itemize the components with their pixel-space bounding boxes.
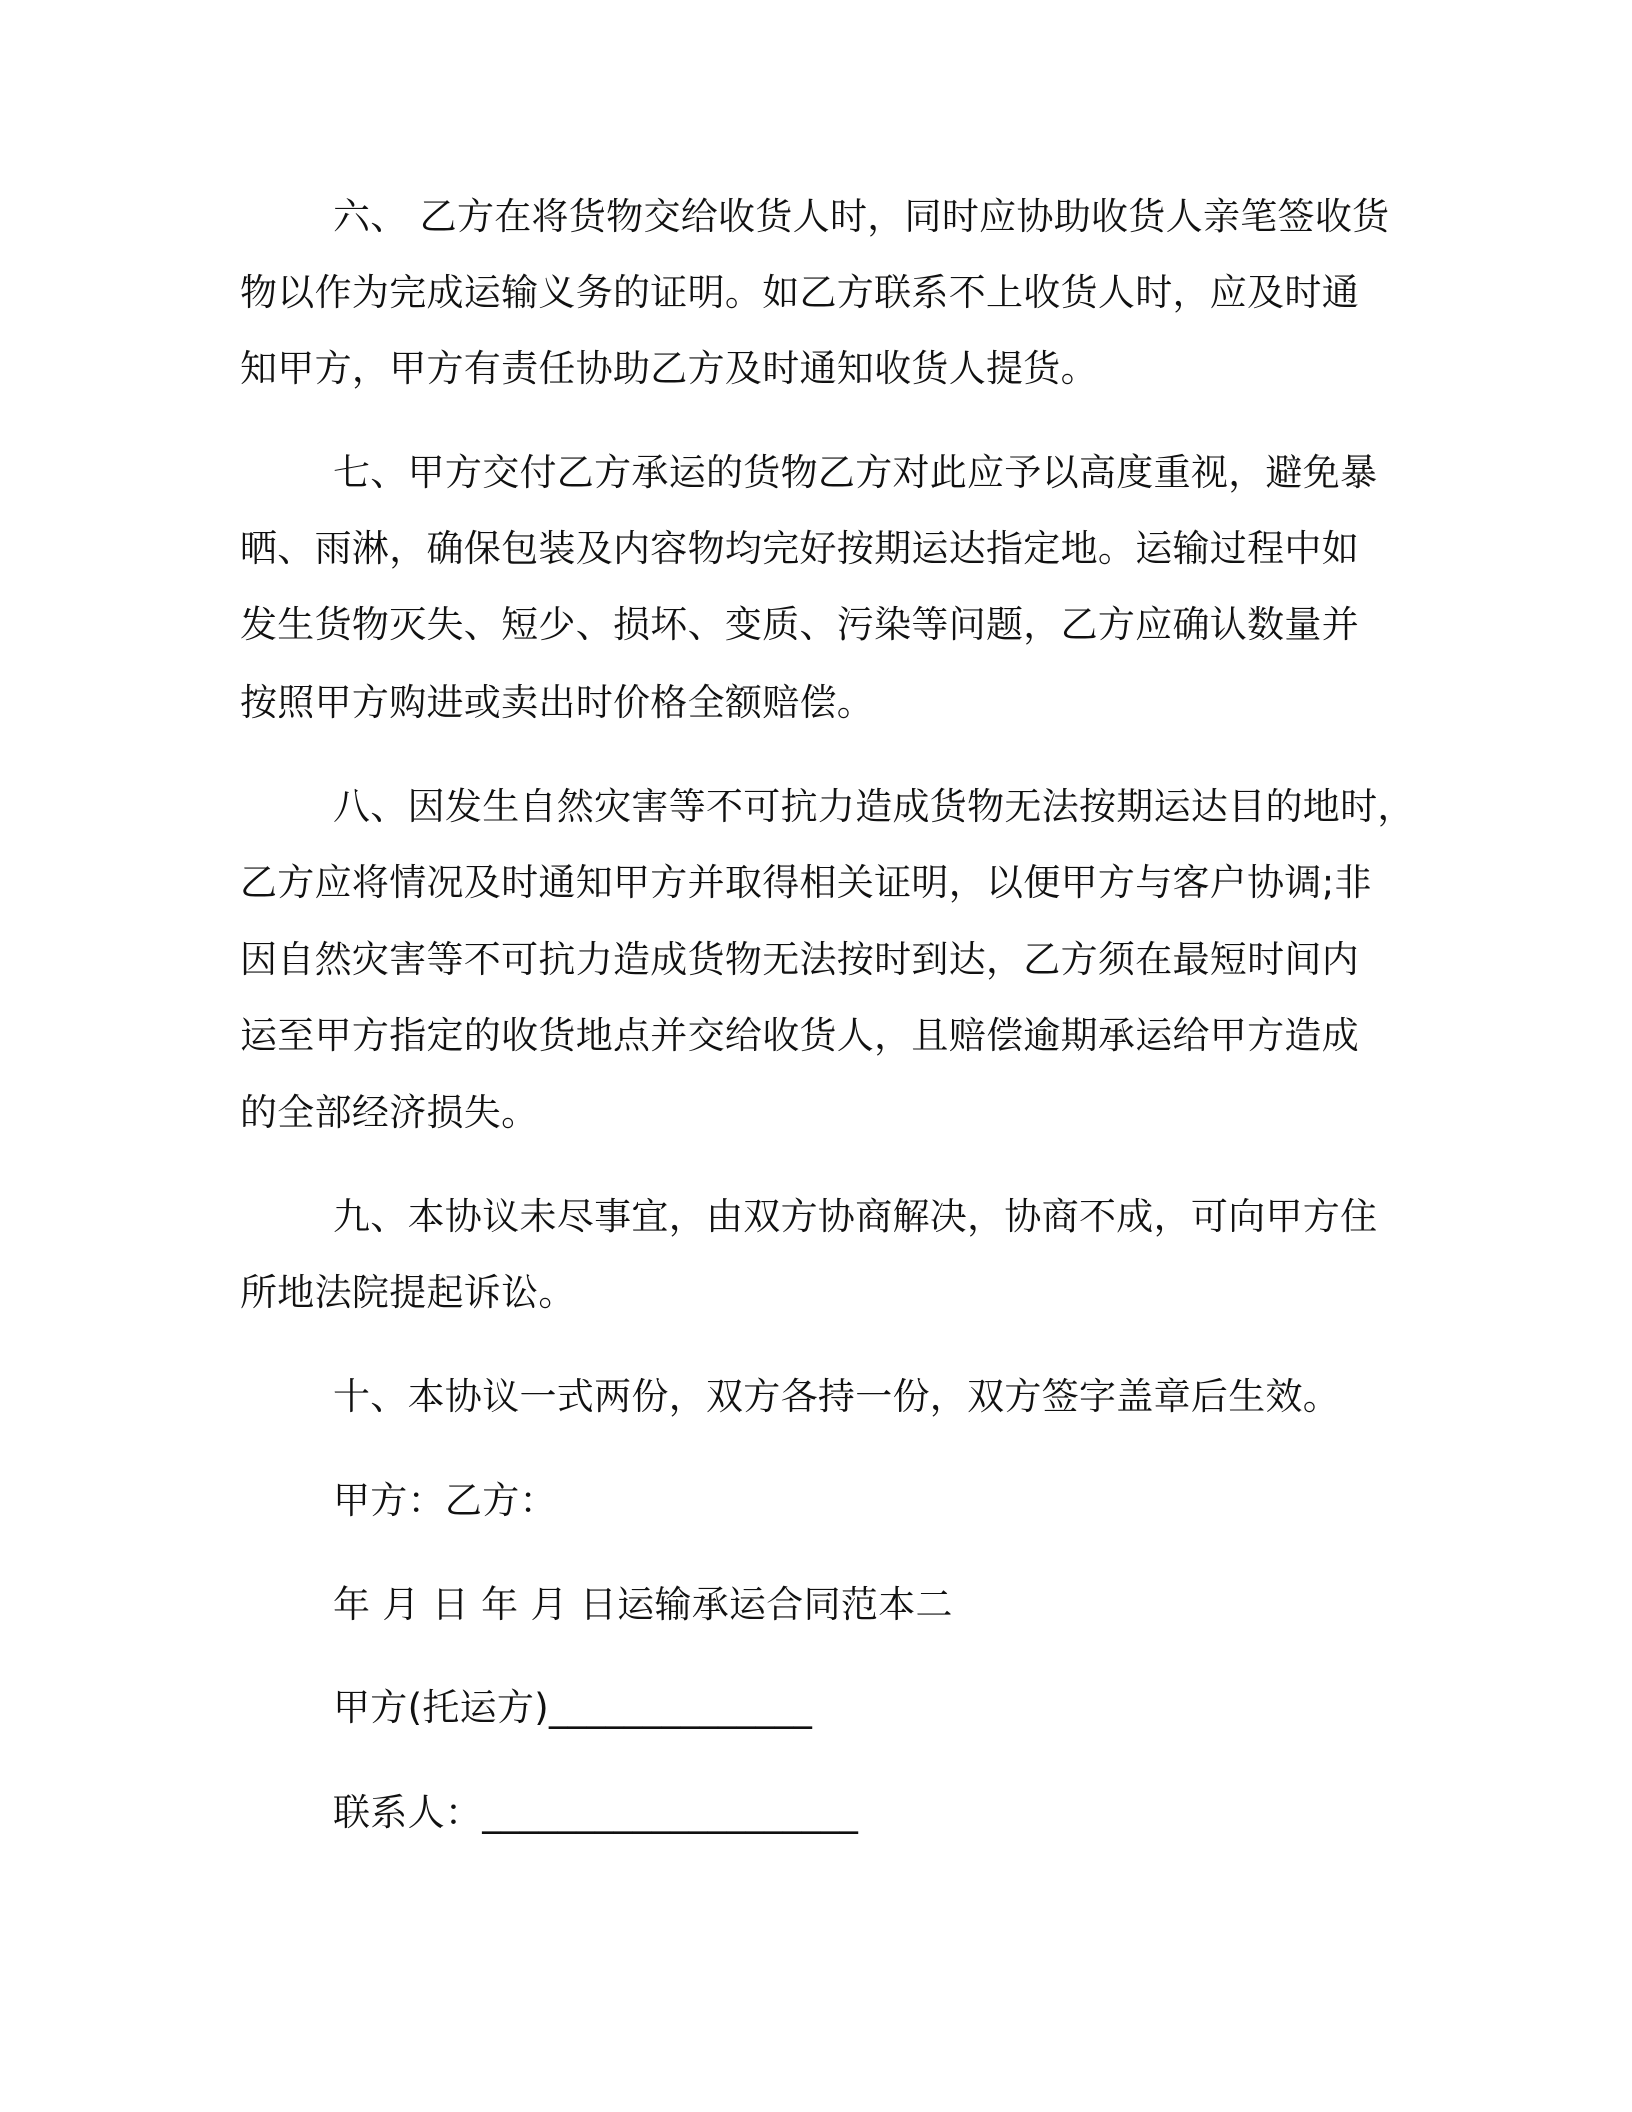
clause-line: 因自然灾害等不可抗力造成货物无法按时到达，乙方须在最短时间内 (240, 938, 1359, 981)
shipper-field: 甲方(托运方)______________ (333, 1686, 813, 1729)
clause-line: 十、本协议一式两份，双方各持一份，双方签字盖章后生效。 (333, 1375, 1341, 1418)
date-and-title: 年 月 日 年 月 日运输承运合同范本二 (333, 1583, 953, 1626)
clause-line: 发生货物灭失、短少、损坏、变质、污染等问题，乙方应确认数量并 (240, 603, 1359, 646)
clause-line: 乙方应将情况及时通知甲方并取得相关证明，以便甲方与客户协调;非 (240, 861, 1372, 904)
clause-line: 的全部经济损失。 (240, 1091, 539, 1134)
clause-line: 九、本协议未尽事宜，由双方协商解决，协商不成，可向甲方住 (333, 1195, 1378, 1238)
clause-line: 晒、雨淋，确保包装及内容物均完好按期运达指定地。运输过程中如 (240, 527, 1359, 570)
clause-line: 运至甲方指定的收货地点并交给收货人，且赔偿逾期承运给甲方造成 (240, 1014, 1359, 1057)
parties-label: 甲方：乙方： (333, 1479, 557, 1522)
clause-line: 知甲方，甲方有责任协助乙方及时通知收货人提货。 (240, 347, 1098, 390)
clause-line: 六、 乙方在将货物交给收货人时，同时应协助收货人亲笔签收货 (333, 195, 1390, 238)
clause-line: 七、甲方交付乙方承运的货物乙方对此应予以高度重视，避免暴 (333, 451, 1378, 494)
clause-line: 八、因发生自然灾害等不可抗力造成货物无法按期运达目的地时， (333, 785, 1415, 828)
clause-line: 按照甲方购进或卖出时价格全额赔偿。 (240, 681, 875, 724)
clause-line: 物以作为完成运输义务的证明。如乙方联系不上收货人时，应及时通 (240, 271, 1359, 314)
clause-line: 所地法院提起诉讼。 (240, 1271, 576, 1314)
contact-field: 联系人：____________________ (333, 1791, 859, 1834)
